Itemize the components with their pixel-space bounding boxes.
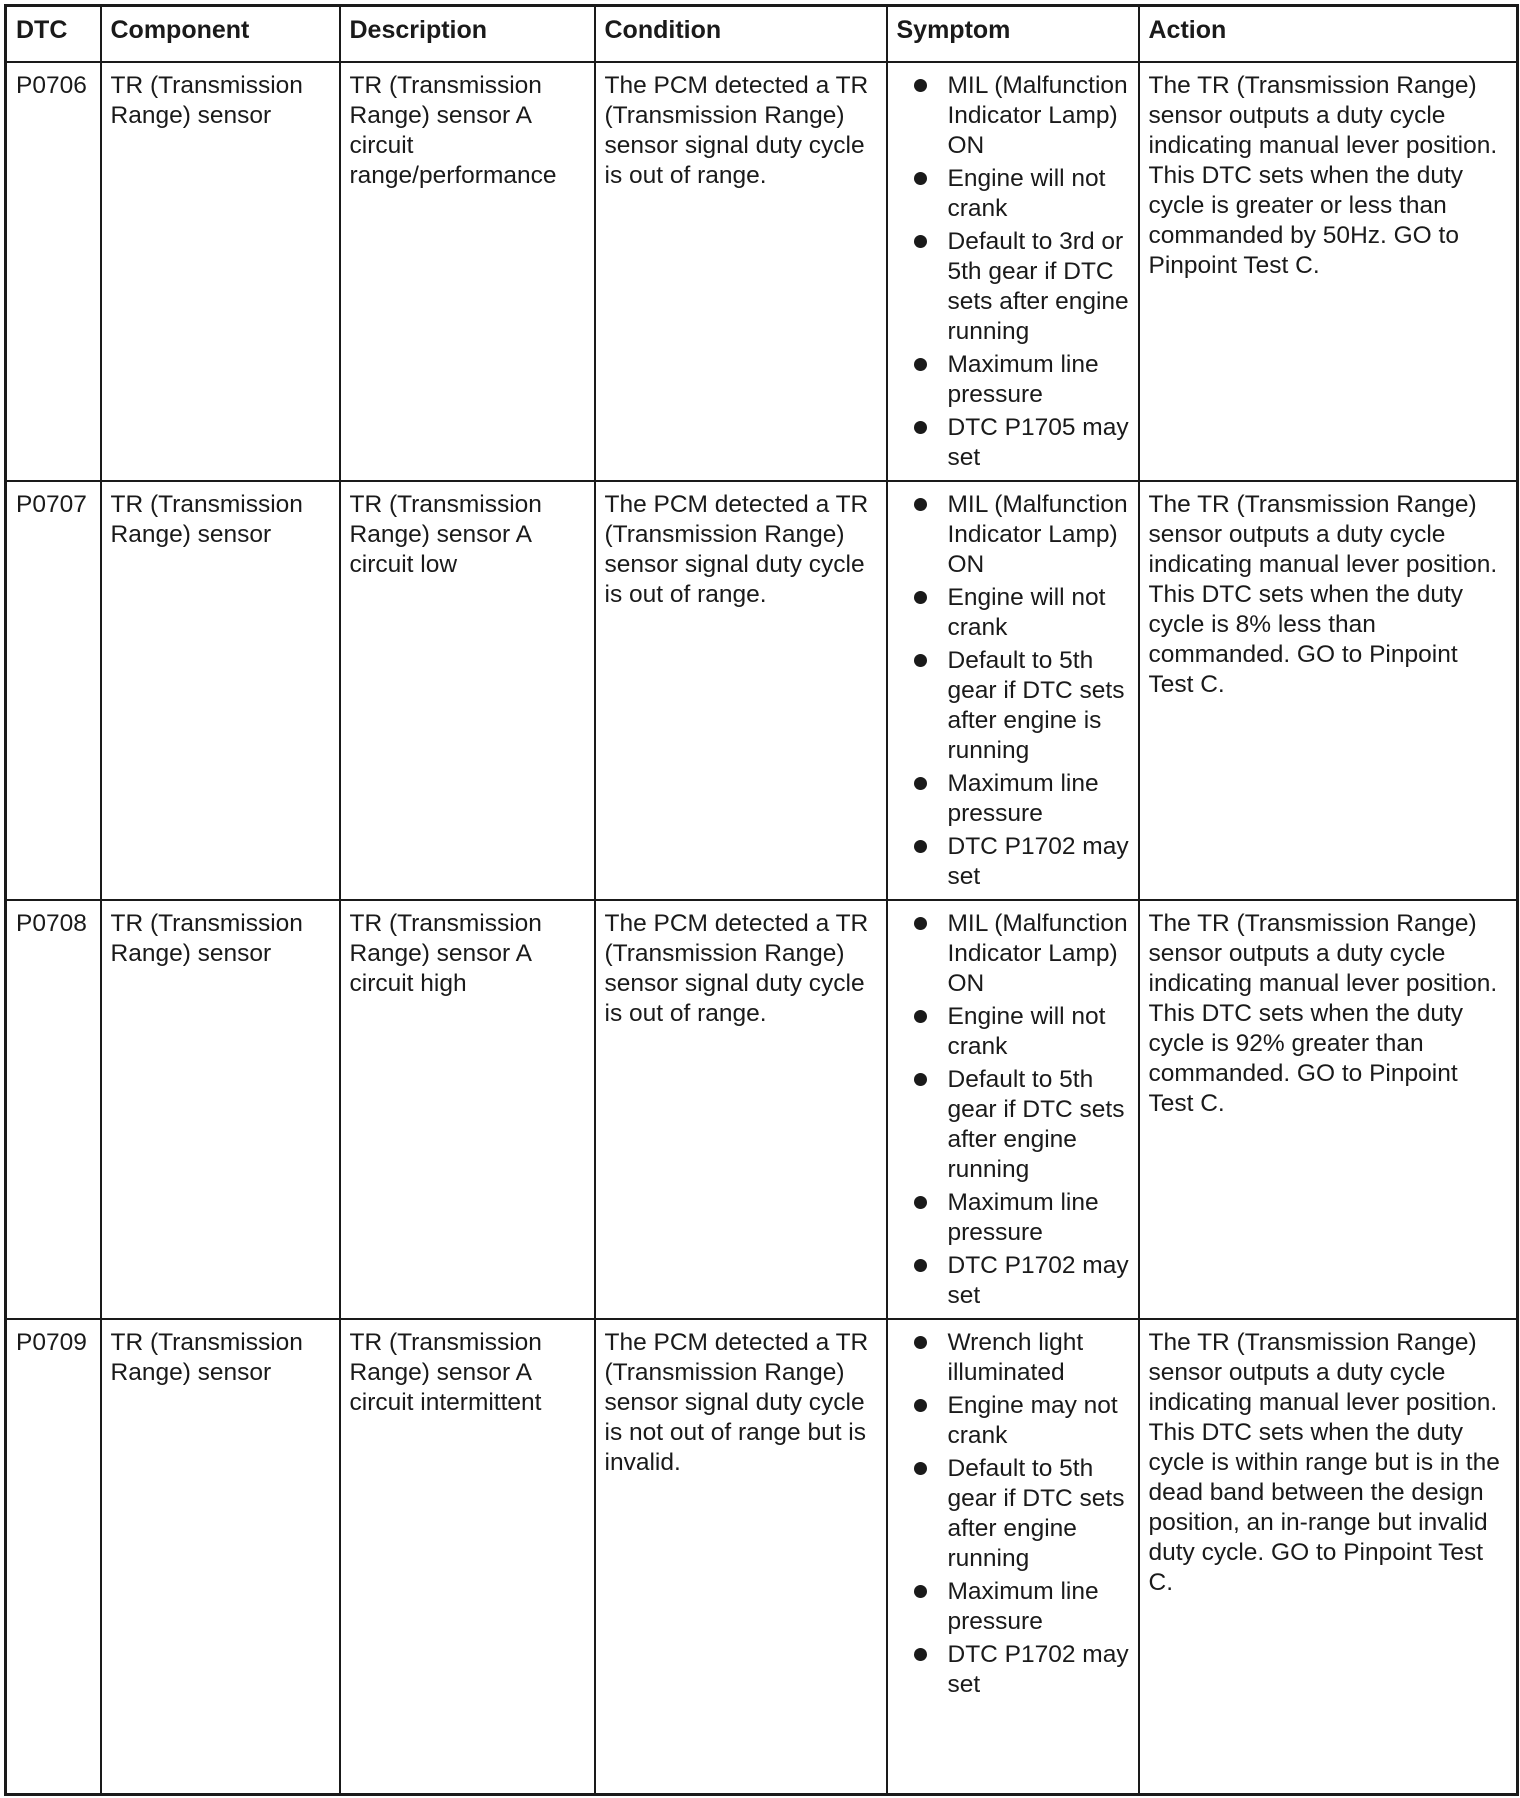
dtc-code: P0707 — [6, 481, 101, 900]
symptom-item: Default to 5th gear if DTC sets after engine running — [896, 1454, 1132, 1574]
symptom-cell — [887, 62, 1139, 481]
action-cell: The TR (Transmission Range) sensor outputs a duty cycle indicating manual lever position. This DTC sets when the duty cycle is 92% greater than commanded. GO to Pinpoint Test C. — [1139, 900, 1518, 1319]
header-row — [6, 6, 1518, 63]
condition-cell: The PCM detected a TR (Transmission Range) sensor signal duty cycle is out of range. — [595, 62, 887, 481]
component-cell: TR (Transmission Range) sensor — [101, 1319, 340, 1795]
symptom-item: DTC P1702 may set — [896, 1640, 1132, 1700]
dtc-code: P0708 — [6, 900, 101, 1319]
table-row — [6, 481, 1518, 900]
dtc-table — [4, 4, 1519, 1796]
condition-cell: The PCM detected a TR (Transmission Range) sensor signal duty cycle is out of range. — [595, 481, 887, 900]
symptom-item: Engine will not crank — [896, 583, 1132, 643]
component-cell: TR (Transmission Range) sensor — [101, 900, 340, 1319]
header-dtc: DTC — [6, 6, 101, 63]
bullet-icon — [914, 1462, 927, 1475]
symptom-item: Default to 5th gear if DTC sets after engine running — [896, 1065, 1132, 1185]
component-cell: TR (Transmission Range) sensor — [101, 481, 340, 900]
symptom-item: Default to 5th gear if DTC sets after engine is running — [896, 646, 1132, 766]
bullet-icon — [914, 1196, 927, 1209]
bullet-icon — [914, 235, 927, 248]
description-cell: TR (Transmission Range) sensor A circuit range/performance — [340, 62, 595, 481]
symptom-item: Maximum line pressure — [896, 769, 1132, 829]
condition-cell: The PCM detected a TR (Transmission Range) sensor signal duty cycle is out of range. — [595, 900, 887, 1319]
header-description: Description — [340, 6, 595, 63]
symptom-item: Default to 3rd or 5th gear if DTC sets after engine running — [896, 227, 1132, 347]
symptom-item: Engine may not crank — [896, 1391, 1132, 1451]
bullet-icon — [914, 917, 927, 930]
symptom-list — [896, 71, 1132, 473]
header-component: Component — [101, 6, 340, 63]
header-symptom: Symptom — [887, 6, 1139, 63]
bullet-icon — [914, 498, 927, 511]
bullet-icon — [914, 1336, 927, 1349]
bullet-icon — [914, 840, 927, 853]
symptom-item: Maximum line pressure — [896, 1188, 1132, 1248]
bullet-icon — [914, 1259, 927, 1272]
bullet-icon — [914, 172, 927, 185]
action-cell: The TR (Transmission Range) sensor outputs a duty cycle indicating manual lever position. This DTC sets when the duty cycle is greater or less than commanded by 50Hz. GO to Pinpoint Test C. — [1139, 62, 1518, 481]
header-condition: Condition — [595, 6, 887, 63]
symptom-item: Maximum line pressure — [896, 350, 1132, 410]
bullet-icon — [914, 421, 927, 434]
table-row — [6, 900, 1518, 1319]
symptom-item: DTC P1702 may set — [896, 1251, 1132, 1311]
symptom-item: MIL (Malfunction Indicator Lamp) ON — [896, 909, 1132, 999]
description-cell: TR (Transmission Range) sensor A circuit low — [340, 481, 595, 900]
symptom-list — [896, 909, 1132, 1311]
symptom-item: Engine will not crank — [896, 164, 1132, 224]
bullet-icon — [914, 1399, 927, 1412]
action-cell: The TR (Transmission Range) sensor outputs a duty cycle indicating manual lever position. This DTC sets when the duty cycle is 8% less than commanded. GO to Pinpoint Test C. — [1139, 481, 1518, 900]
symptom-item: Wrench light illuminated — [896, 1328, 1132, 1388]
component-cell: TR (Transmission Range) sensor — [101, 62, 340, 481]
symptom-list — [896, 1328, 1132, 1700]
symptom-cell — [887, 1319, 1139, 1795]
dtc-code: P0709 — [6, 1319, 101, 1795]
bullet-icon — [914, 358, 927, 371]
bullet-icon — [914, 79, 927, 92]
bullet-icon — [914, 1073, 927, 1086]
action-cell: The TR (Transmission Range) sensor outputs a duty cycle indicating manual lever position. This DTC sets when the duty cycle is within range but is in the dead band between the design position, an in-range but invalid duty cycle. GO to Pinpoint Test C. — [1139, 1319, 1518, 1795]
description-cell: TR (Transmission Range) sensor A circuit high — [340, 900, 595, 1319]
symptom-item: DTC P1705 may set — [896, 413, 1132, 473]
symptom-cell — [887, 900, 1139, 1319]
symptom-item: MIL (Malfunction Indicator Lamp) ON — [896, 71, 1132, 161]
description-cell: TR (Transmission Range) sensor A circuit intermittent — [340, 1319, 595, 1795]
symptom-item: DTC P1702 may set — [896, 832, 1132, 892]
dtc-code: P0706 — [6, 62, 101, 481]
symptom-item: MIL (Malfunction Indicator Lamp) ON — [896, 490, 1132, 580]
symptom-item: Maximum line pressure — [896, 1577, 1132, 1637]
table-row — [6, 1319, 1518, 1795]
bullet-icon — [914, 1648, 927, 1661]
symptom-item: Engine will not crank — [896, 1002, 1132, 1062]
bullet-icon — [914, 777, 927, 790]
bullet-icon — [914, 591, 927, 604]
bullet-icon — [914, 1585, 927, 1598]
bullet-icon — [914, 654, 927, 667]
condition-cell: The PCM detected a TR (Transmission Range) sensor signal duty cycle is not out of range but is invalid. — [595, 1319, 887, 1795]
bullet-icon — [914, 1010, 927, 1023]
table-row — [6, 62, 1518, 481]
symptom-cell — [887, 481, 1139, 900]
header-action: Action — [1139, 6, 1518, 63]
symptom-list — [896, 490, 1132, 892]
